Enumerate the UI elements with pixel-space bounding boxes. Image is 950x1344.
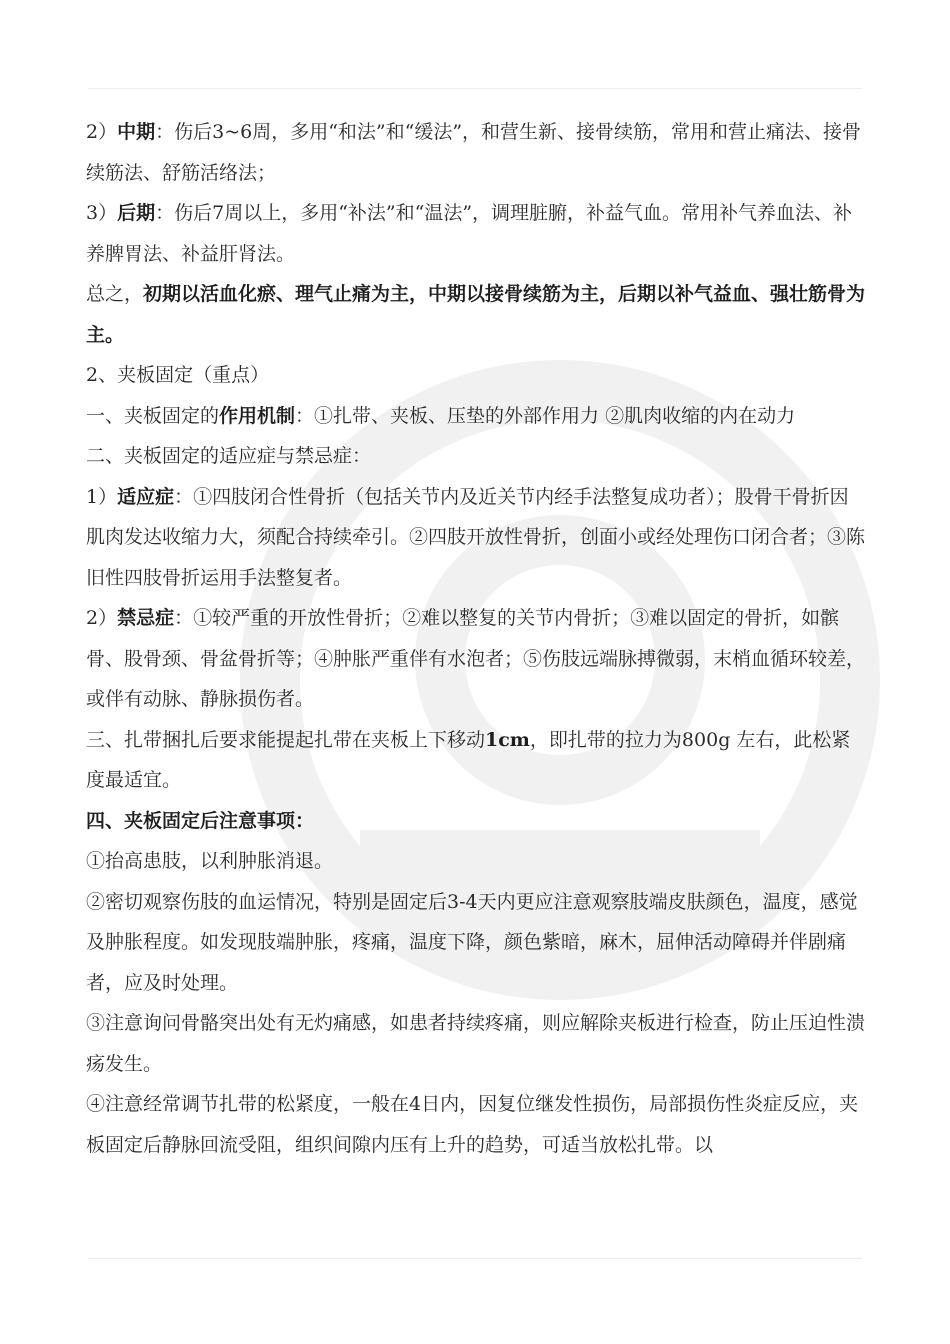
late-stage-label: 后期 bbox=[117, 202, 156, 224]
heading-indications: 二、夹板固定的适应症与禁忌症： bbox=[86, 445, 372, 467]
mechanism-label: 作用机制 bbox=[219, 404, 296, 427]
paragraph-indications: 1）适应症：①四肢闭合性骨折（包括关节内及近关节内经手法整复成功者）；股骨干骨折因肌肉发达收缩力大，须配合持续牵引。②四肢开放性骨折，创面小或经处理伤口闭合者；③陈旧性四肢骨折运用手法整复者。 bbox=[86, 485, 866, 589]
note-item-1: ①抬高患肢，以利肿胀消退。 bbox=[86, 850, 334, 872]
paragraph-late-stage: 3）后期：伤后7周以上，多用“补法”和“温法”，调理脏腑，补益气血。常用补气养血法、补养脾胃法、补益肝肾法。 bbox=[86, 202, 853, 265]
note-item-4: ④注意经常调节扎带的松紧度，一般在4日内，因复位继发性损伤，局部损伤性炎症反应，夹板固定后静脉回流受阻，组织间隙内压有上升的趋势，可适当放松扎带。以 bbox=[86, 1093, 859, 1156]
document-body bbox=[86, 112, 866, 1165]
mid-stage-label: 中期 bbox=[117, 121, 156, 143]
bottom-divider bbox=[88, 1258, 862, 1259]
strap-distance: 1cm bbox=[485, 728, 530, 751]
summary-bold-text: 初期以活血化瘀、理气止痛为主，中期以接骨续筋为主，后期以补气益血、强壮筋骨为主。 bbox=[86, 283, 866, 346]
top-divider bbox=[88, 88, 862, 89]
paragraph-strap-tension: 三、扎带捆扎后要求能提起扎带在夹板上下移动1cm，即扎带的拉力为800g 左右，此松紧度最适宜。 bbox=[86, 728, 851, 791]
paragraph-summary: 总之，初期以活血化瘀、理气止痛为主，中期以接骨续筋为主，后期以补气益血、强壮筋骨为主。 bbox=[86, 283, 866, 346]
heading-splint-fixation: 2、夹板固定（重点） bbox=[86, 364, 270, 386]
note-item-3: ③注意询问骨骼突出处有无灼痛感，如患者持续疼痛，则应解除夹板进行检查，防止压迫性溃疡发生。 bbox=[86, 1012, 866, 1075]
contraindications-label: 禁忌症 bbox=[117, 607, 175, 629]
indications-label: 适应症 bbox=[117, 485, 175, 508]
note-item-2: ②密切观察伤肢的血运情况，特别是固定后3-4天内更应注意观察肢端皮肤颜色，温度，感觉及肿胀程度。如发现肢端肿胀，疼痛，温度下降，颜色紫暗，麻木，屈伸活动障碍并伴剧痛者，应及时处理。 bbox=[86, 890, 858, 994]
paragraph-mid-stage: 2）中期：伤后3~6周，多用“和法”和“缓法”，和营生新、接骨续筋，常用和营止痛法、接骨续筋法、舒筋活络法； bbox=[86, 121, 862, 184]
heading-precautions: 四、夹板固定后注意事项： bbox=[86, 809, 315, 832]
paragraph-contraindications: 2）禁忌症：①较严重的开放性骨折；②难以整复的关节内骨折；③难以固定的骨折，如髌骨、股骨颈、骨盆骨折等；④肿胀严重伴有水泡者；⑤伤肢远端脉搏微弱，末梢血循环较差，或伴有动脉、静脉损伤者。 bbox=[86, 607, 866, 710]
paragraph-mechanism: 一、夹板固定的作用机制：①扎带、夹板、压垫的外部作用力 ②肌肉收缩的内在动力 bbox=[86, 404, 796, 427]
